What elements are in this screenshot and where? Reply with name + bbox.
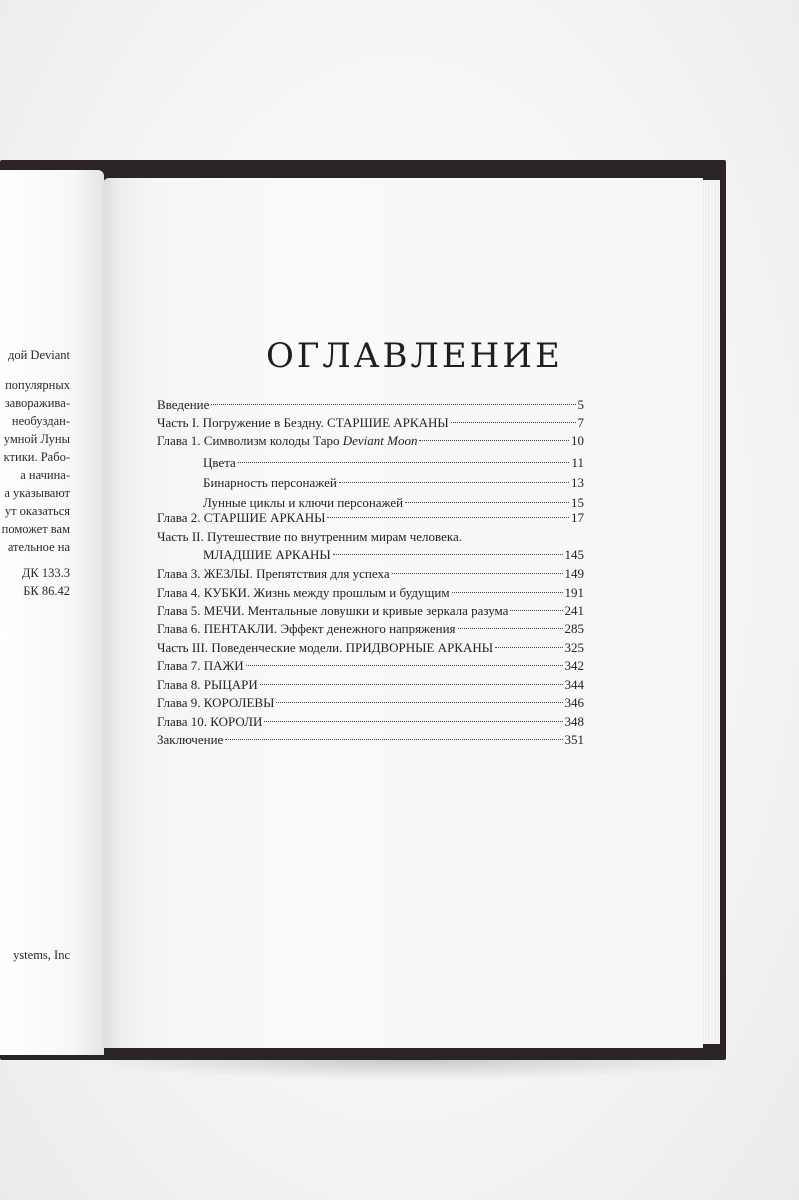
toc-entry-label: Цвета xyxy=(203,455,236,470)
toc-entry xyxy=(157,583,584,603)
toc-entry-page: 191 xyxy=(564,585,584,600)
toc-entry-label-text: Глава 1. Символизм колоды Таро xyxy=(157,433,343,448)
toc-entry-label: Глава 6. ПЕНТАКЛИ. Эффект денежного напряжения xyxy=(157,621,456,636)
dot-leader xyxy=(339,482,569,483)
toc-entry-label: Глава 4. КУБКИ. Жизнь между прошлым и будущим xyxy=(157,585,450,600)
left-page-line: ктики. Рабо- xyxy=(3,450,70,464)
toc-entry xyxy=(157,564,584,584)
left-page-line: ystems, Inc xyxy=(13,948,70,962)
dot-leader xyxy=(246,665,563,666)
toc-entry-page: 241 xyxy=(564,603,584,618)
toc-entry xyxy=(203,545,584,565)
dot-leader xyxy=(451,422,576,423)
page-title: ОГЛАВЛЕНИЕ xyxy=(266,336,563,376)
left-page-line: популярных xyxy=(5,378,70,392)
toc-entry-label: Глава 7. ПАЖИ xyxy=(157,658,244,673)
dot-leader xyxy=(452,592,563,593)
toc-entry-label: Часть II. Путешествие по внутренним мирам человека. xyxy=(157,529,462,544)
toc-entry-label: Глава 2. СТАРШИЕ АРКАНЫ xyxy=(157,510,326,525)
toc-entry-label: Глава 9. КОРОЛЕВЫ xyxy=(157,695,275,710)
toc-entry-label: МЛАДШИЕ АРКАНЫ xyxy=(203,547,331,562)
left-page-line: БК 86.42 xyxy=(23,584,70,598)
toc-entry-label: Глава 5. МЕЧИ. Ментальные ловушки и кривые зеркала разума xyxy=(157,603,509,618)
toc-entry-label: Глава 3. ЖЕЗЛЫ. Препятствия для успеха xyxy=(157,566,390,581)
toc-entry-label: Часть I. Погружение в Бездну. СТАРШИЕ АРКАНЫ xyxy=(157,415,449,430)
toc-entry-page: 17 xyxy=(571,510,584,525)
dot-leader xyxy=(495,647,562,648)
toc-entry xyxy=(203,473,584,493)
dot-leader xyxy=(405,502,569,503)
toc-entry-page: 149 xyxy=(564,566,584,581)
toc-entry xyxy=(157,395,584,415)
toc-entry xyxy=(157,527,584,547)
toc-entry xyxy=(157,712,584,732)
toc-entry-label: Заключение xyxy=(157,732,224,747)
toc-entry-page: 11 xyxy=(571,455,584,470)
toc-entry-page: 325 xyxy=(564,640,584,655)
toc-entry xyxy=(157,431,584,451)
left-page-line: ДК 133.3 xyxy=(21,566,70,580)
toc-entry-label: Бинарность персонажей xyxy=(203,475,337,490)
dot-leader xyxy=(276,702,562,703)
left-page-line: необуздан- xyxy=(11,414,70,428)
toc-entry xyxy=(157,675,584,695)
toc-entry-page: 13 xyxy=(571,475,584,490)
dot-leader xyxy=(458,628,563,629)
toc-entry-page: 351 xyxy=(564,732,584,747)
dot-leader xyxy=(392,573,563,574)
toc-entry xyxy=(157,730,584,750)
toc-entry xyxy=(157,656,584,676)
toc-entry-page: 15 xyxy=(571,495,584,510)
toc-entry xyxy=(157,693,584,713)
toc-entry xyxy=(203,453,584,473)
page-edges xyxy=(700,180,720,1044)
toc-entry-label: Введение xyxy=(157,397,210,412)
left-page-line: а указывают xyxy=(4,486,70,500)
toc-entry-label xyxy=(157,431,417,451)
dot-leader xyxy=(225,739,562,740)
toc-entry xyxy=(157,619,584,639)
toc-entry-page: 5 xyxy=(577,397,584,412)
toc-entry-label-italic: Deviant Moon xyxy=(342,433,418,448)
dot-leader xyxy=(510,610,562,611)
toc-entry-label: Глава 10. КОРОЛИ xyxy=(157,714,263,729)
toc-entry-page: 7 xyxy=(577,415,584,430)
dot-leader xyxy=(264,721,562,722)
toc-entry-page: 344 xyxy=(564,677,584,692)
dot-leader xyxy=(238,462,570,463)
toc-entry-page: 10 xyxy=(571,433,584,448)
left-page xyxy=(0,170,104,1055)
toc-entry-page: 346 xyxy=(564,695,584,710)
dot-leader xyxy=(260,684,563,685)
left-page-line: ательное на xyxy=(7,540,70,554)
left-page-line: дой Deviant xyxy=(8,348,70,362)
toc-entry xyxy=(157,601,584,621)
toc-entry-page: 342 xyxy=(564,658,584,673)
dot-leader xyxy=(419,440,569,441)
toc-entry-page: 285 xyxy=(564,621,584,636)
dot-leader xyxy=(327,517,569,518)
left-page-line: ут оказаться xyxy=(4,504,70,518)
toc-entry xyxy=(157,638,584,658)
toc-entry-label: Часть III. Поведенческие модели. ПРИДВОРНЫЕ АРКАНЫ xyxy=(157,640,494,655)
toc-entry-page: 348 xyxy=(564,714,584,729)
dot-leader xyxy=(211,404,575,405)
dot-leader xyxy=(333,554,563,555)
toc-entry xyxy=(157,508,584,528)
toc-entry-label: Глава 8. РЫЦАРИ xyxy=(157,677,258,692)
toc-entry-page: 145 xyxy=(564,547,584,562)
toc-entry-label: Лунные циклы и ключи персонажей xyxy=(203,495,404,510)
left-page-line: поможет вам xyxy=(1,522,70,536)
toc-entry xyxy=(157,413,584,433)
left-page-line: а начина- xyxy=(20,468,70,482)
left-page-line: завораживa- xyxy=(4,396,70,410)
left-page-line: умной Луны xyxy=(3,432,70,446)
